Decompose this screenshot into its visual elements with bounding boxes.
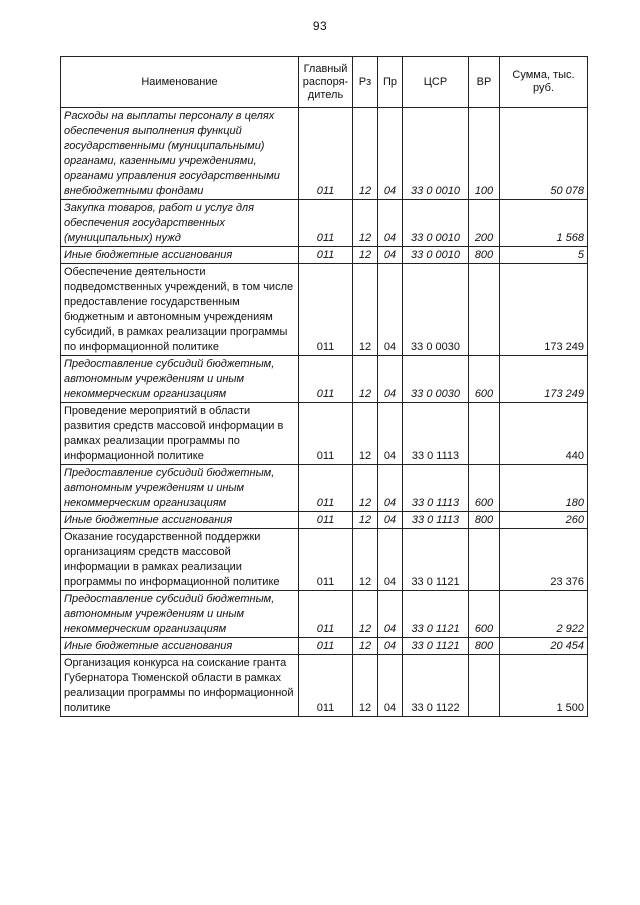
row-pr: 04: [378, 200, 403, 247]
table-row: [61, 247, 588, 264]
row-sum: 173 249: [500, 264, 588, 356]
row-csr: 33 0 0010: [403, 108, 469, 200]
row-gr: 011: [299, 108, 353, 200]
row-gr: 011: [299, 200, 353, 247]
row-rz: 12: [353, 264, 378, 356]
row-rz: 12: [353, 512, 378, 529]
header-sum: Сумма, тыс. руб.: [500, 57, 588, 108]
row-pr: 04: [378, 403, 403, 465]
row-sum: 1 568: [500, 200, 588, 247]
table-header-row: [61, 57, 588, 108]
header-name: Наименование: [61, 57, 299, 108]
row-name: Предоставление субсидий бюджетным, автономным учреждениям и иным некоммерческим организациям: [61, 591, 299, 638]
row-gr: 011: [299, 655, 353, 717]
row-rz: 12: [353, 465, 378, 512]
row-csr: 33 0 1113: [403, 512, 469, 529]
row-csr: 33 0 1121: [403, 638, 469, 655]
table-row: [61, 638, 588, 655]
table-row: [61, 591, 588, 638]
row-vr: 600: [469, 356, 500, 403]
row-gr: 011: [299, 529, 353, 591]
row-rz: 12: [353, 529, 378, 591]
table-row: [61, 655, 588, 717]
row-sum: 260: [500, 512, 588, 529]
row-sum: 50 078: [500, 108, 588, 200]
row-csr: 33 0 0010: [403, 200, 469, 247]
table-row: [61, 403, 588, 465]
row-vr: 600: [469, 465, 500, 512]
row-gr: 011: [299, 638, 353, 655]
row-name: Оказание государственной поддержки организациям средств массовой информации в рамках реализации программы по информационной политике: [61, 529, 299, 591]
table-row: [61, 200, 588, 247]
row-rz: 12: [353, 200, 378, 247]
table-row: [61, 356, 588, 403]
table-row: [61, 264, 588, 356]
row-csr: 33 0 1121: [403, 591, 469, 638]
row-rz: 12: [353, 591, 378, 638]
page-number: 93: [312, 19, 328, 33]
header-expense-type: ВР: [469, 57, 500, 108]
row-sum: 5: [500, 247, 588, 264]
header-target-article: ЦСР: [403, 57, 469, 108]
table-row: [61, 108, 588, 200]
row-name: Организация конкурса на соискание гранта Губернатора Тюменской области в рамках реализации программы по информационной политике: [61, 655, 299, 717]
row-csr: 33 0 0030: [403, 264, 469, 356]
row-gr: 011: [299, 512, 353, 529]
row-name: Обеспечение деятельности подведомственных учреждений, в том числе предоставление государственным бюджетным и автономным учреждениям субсидий, в рамках реализации программы по информационной политике: [61, 264, 299, 356]
row-rz: 12: [353, 403, 378, 465]
row-vr: [469, 655, 500, 717]
row-name: Предоставление субсидий бюджетным, автономным учреждениям и иным некоммерческим организациям: [61, 356, 299, 403]
row-sum: 1 500: [500, 655, 588, 717]
row-csr: 33 0 0010: [403, 247, 469, 264]
row-rz: 12: [353, 638, 378, 655]
row-sum: 23 376: [500, 529, 588, 591]
row-gr: 011: [299, 403, 353, 465]
row-name: Иные бюджетные ассигнования: [61, 512, 299, 529]
row-vr: 100: [469, 108, 500, 200]
row-vr: [469, 403, 500, 465]
row-pr: 04: [378, 356, 403, 403]
row-vr: 800: [469, 638, 500, 655]
row-name: Иные бюджетные ассигнования: [61, 638, 299, 655]
header-section: Рз: [353, 57, 378, 108]
row-pr: 04: [378, 529, 403, 591]
row-csr: 33 0 1121: [403, 529, 469, 591]
row-vr: [469, 264, 500, 356]
row-vr: 600: [469, 591, 500, 638]
row-vr: 800: [469, 512, 500, 529]
row-gr: 011: [299, 247, 353, 264]
row-csr: 33 0 1122: [403, 655, 469, 717]
row-pr: 04: [378, 591, 403, 638]
table-row: [61, 529, 588, 591]
row-csr: 33 0 1113: [403, 403, 469, 465]
row-pr: 04: [378, 108, 403, 200]
row-name: Иные бюджетные ассигнования: [61, 247, 299, 264]
row-vr: 800: [469, 247, 500, 264]
row-csr: 33 0 1113: [403, 465, 469, 512]
row-sum: 2 922: [500, 591, 588, 638]
row-gr: 011: [299, 264, 353, 356]
table-row: [61, 512, 588, 529]
row-csr: 33 0 0030: [403, 356, 469, 403]
budget-table: [60, 56, 588, 717]
row-rz: 12: [353, 108, 378, 200]
row-rz: 12: [353, 655, 378, 717]
row-sum: 173 249: [500, 356, 588, 403]
row-rz: 12: [353, 356, 378, 403]
row-sum: 20 454: [500, 638, 588, 655]
row-pr: 04: [378, 655, 403, 717]
row-sum: 180: [500, 465, 588, 512]
row-name: Проведение мероприятий в области развития средств массовой информации в рамках реализации программы по информационной политике: [61, 403, 299, 465]
row-vr: 200: [469, 200, 500, 247]
row-pr: 04: [378, 465, 403, 512]
row-name: Расходы на выплаты персоналу в целях обеспечения выполнения функций государственными (муниципальными) органами, казенными учреждениями, органами управления государственными внебюджетными фондами: [61, 108, 299, 200]
row-pr: 04: [378, 638, 403, 655]
row-gr: 011: [299, 356, 353, 403]
table-row: [61, 465, 588, 512]
row-gr: 011: [299, 591, 353, 638]
row-sum: 440: [500, 403, 588, 465]
row-vr: [469, 529, 500, 591]
row-pr: 04: [378, 247, 403, 264]
row-name: Предоставление субсидий бюджетным, автономным учреждениям и иным некоммерческим организациям: [61, 465, 299, 512]
header-chief-administrator: Главный распоря-дитель: [299, 57, 353, 108]
row-gr: 011: [299, 465, 353, 512]
header-subsection: Пр: [378, 57, 403, 108]
row-rz: 12: [353, 247, 378, 264]
row-name: Закупка товаров, работ и услуг для обеспечения государственных (муниципальных) нужд: [61, 200, 299, 247]
row-pr: 04: [378, 512, 403, 529]
row-pr: 04: [378, 264, 403, 356]
